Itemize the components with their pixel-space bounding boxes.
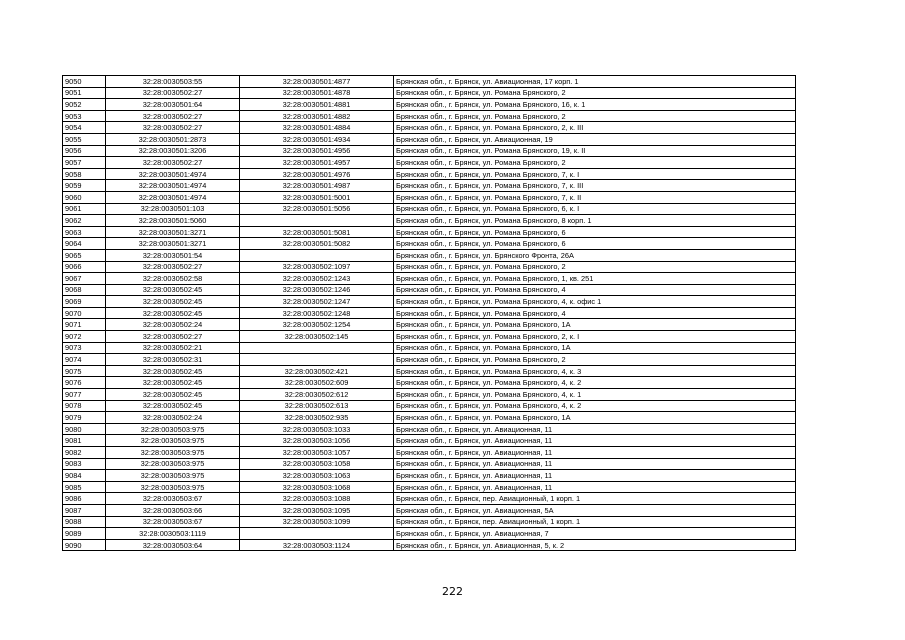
cell-parcel-number: 32:28:0030502:45	[106, 377, 240, 389]
cell-object-number: 32:28:0030503:1033	[240, 423, 394, 435]
cell-parcel-number: 32:28:0030503:67	[106, 516, 240, 528]
table-row	[63, 447, 796, 459]
cell-row-number: 9058	[63, 168, 106, 180]
cell-object-number: 32:28:0030503:1099	[240, 516, 394, 528]
table-row	[63, 400, 796, 412]
table-row	[63, 307, 796, 319]
cell-address: Брянская обл., г. Брянск, ул. Авиационная, 11	[394, 423, 796, 435]
table-row	[63, 99, 796, 111]
cell-row-number: 9072	[63, 331, 106, 343]
cell-address: Брянская обл., г. Брянск, ул. Романа Брянского, 4	[394, 284, 796, 296]
cell-object-number: 32:28:0030501:4934	[240, 133, 394, 145]
cell-parcel-number: 32:28:0030503:975	[106, 423, 240, 435]
cell-object-number: 32:28:0030502:1248	[240, 307, 394, 319]
cell-address: Брянская обл., г. Брянск, пер. Авиационный, 1 корп. 1	[394, 516, 796, 528]
table-row	[63, 87, 796, 99]
cell-address: Брянская обл., г. Брянск, ул. Авиационная, 11	[394, 481, 796, 493]
cell-address: Брянская обл., г. Брянск, ул. Романа Брянского, 1А	[394, 412, 796, 424]
cell-parcel-number: 32:28:0030501:3206	[106, 145, 240, 157]
cell-address: Брянская обл., г. Брянск, ул. Романа Брянского, 1А	[394, 342, 796, 354]
cell-object-number: 32:28:0030503:1063	[240, 470, 394, 482]
cell-address: Брянская обл., г. Брянск, ул. Романа Брянского, 2	[394, 87, 796, 99]
table-row	[63, 76, 796, 88]
cell-address: Брянская обл., г. Брянск, ул. Романа Брянского, 2	[394, 157, 796, 169]
table-row	[63, 284, 796, 296]
cell-object-number: 32:28:0030503:1057	[240, 447, 394, 459]
cell-object-number: 32:28:0030501:4956	[240, 145, 394, 157]
cell-parcel-number: 32:28:0030503:975	[106, 481, 240, 493]
cell-parcel-number: 32:28:0030502:45	[106, 307, 240, 319]
cell-row-number: 9075	[63, 365, 106, 377]
cell-object-number: 32:28:0030502:1097	[240, 261, 394, 273]
cell-object-number: 32:28:0030501:4987	[240, 180, 394, 192]
table-row	[63, 423, 796, 435]
table-row	[63, 458, 796, 470]
cell-address: Брянская обл., г. Брянск, ул. Авиационная, 5А	[394, 504, 796, 516]
cell-parcel-number: 32:28:0030502:31	[106, 354, 240, 366]
cell-parcel-number: 32:28:0030501:103	[106, 203, 240, 215]
cell-row-number: 9073	[63, 342, 106, 354]
cell-parcel-number: 32:28:0030503:55	[106, 76, 240, 88]
cell-address: Брянская обл., г. Брянск, ул. Авиационная, 5, к. 2	[394, 539, 796, 551]
cell-row-number: 9077	[63, 389, 106, 401]
cell-address: Брянская обл., г. Брянск, ул. Романа Брянского, 1, кв. 251	[394, 273, 796, 285]
table-row	[63, 215, 796, 227]
table-row	[63, 528, 796, 540]
table-row	[63, 261, 796, 273]
table-row	[63, 516, 796, 528]
cell-parcel-number: 32:28:0030502:58	[106, 273, 240, 285]
cell-object-number: 32:28:0030503:1058	[240, 458, 394, 470]
cell-row-number: 9067	[63, 273, 106, 285]
cell-row-number: 9050	[63, 76, 106, 88]
cell-address: Брянская обл., г. Брянск, ул. Авиационная, 7	[394, 528, 796, 540]
cell-object-number: 32:28:0030502:1247	[240, 296, 394, 308]
table-row	[63, 354, 796, 366]
cell-object-number	[240, 354, 394, 366]
table-row	[63, 249, 796, 261]
cadastral-table	[62, 75, 796, 551]
table-row	[63, 365, 796, 377]
cell-object-number: 32:28:0030502:1243	[240, 273, 394, 285]
cell-address: Брянская обл., г. Брянск, пер. Авиационный, 1 корп. 1	[394, 493, 796, 505]
cell-row-number: 9063	[63, 226, 106, 238]
cell-object-number: 32:28:0030503:1124	[240, 539, 394, 551]
cell-parcel-number: 32:28:0030501:64	[106, 99, 240, 111]
table-row	[63, 133, 796, 145]
cell-row-number: 9079	[63, 412, 106, 424]
cell-object-number: 32:28:0030503:1095	[240, 504, 394, 516]
table-row	[63, 493, 796, 505]
cell-address: Брянская обл., г. Брянск, ул. Романа Брянского, 6	[394, 238, 796, 250]
cell-object-number: 32:28:0030502:421	[240, 365, 394, 377]
cell-row-number: 9065	[63, 249, 106, 261]
cell-object-number	[240, 249, 394, 261]
cell-parcel-number: 32:28:0030503:1119	[106, 528, 240, 540]
table-row	[63, 203, 796, 215]
cell-address: Брянская обл., г. Брянск, ул. Романа Брянского, 7, к. II	[394, 191, 796, 203]
cell-address: Брянская обл., г. Брянск, ул. Романа Брянского, 8 корп. 1	[394, 215, 796, 227]
cell-object-number: 32:28:0030501:4957	[240, 157, 394, 169]
cell-address: Брянская обл., г. Брянск, ул. Романа Брянского, 4	[394, 307, 796, 319]
cell-address: Брянская обл., г. Брянск, ул. Авиационная, 11	[394, 435, 796, 447]
cell-address: Брянская обл., г. Брянск, ул. Романа Брянского, 4, к. 2	[394, 377, 796, 389]
table-row	[63, 273, 796, 285]
cell-parcel-number: 32:28:0030502:45	[106, 389, 240, 401]
cell-parcel-number: 32:28:0030502:27	[106, 122, 240, 134]
cell-object-number: 32:28:0030501:4881	[240, 99, 394, 111]
cell-row-number: 9069	[63, 296, 106, 308]
table-row	[63, 110, 796, 122]
cell-row-number: 9057	[63, 157, 106, 169]
table-row	[63, 319, 796, 331]
cell-object-number: 32:28:0030502:609	[240, 377, 394, 389]
cell-parcel-number: 32:28:0030502:45	[106, 365, 240, 377]
cell-object-number	[240, 215, 394, 227]
cell-object-number: 32:28:0030501:4976	[240, 168, 394, 180]
cell-row-number: 9066	[63, 261, 106, 273]
cell-parcel-number: 32:28:0030502:45	[106, 296, 240, 308]
cell-address: Брянская обл., г. Брянск, ул. Романа Брянского, 1А	[394, 319, 796, 331]
table-row	[63, 412, 796, 424]
cell-row-number: 9064	[63, 238, 106, 250]
table-row	[63, 296, 796, 308]
cell-row-number: 9070	[63, 307, 106, 319]
cell-object-number: 32:28:0030501:5001	[240, 191, 394, 203]
cell-object-number: 32:28:0030502:935	[240, 412, 394, 424]
cell-parcel-number: 32:28:0030502:27	[106, 87, 240, 99]
cell-object-number: 32:28:0030501:5082	[240, 238, 394, 250]
cell-parcel-number: 32:28:0030503:975	[106, 435, 240, 447]
table-row	[63, 539, 796, 551]
cell-address: Брянская обл., г. Брянск, ул. Авиационная, 11	[394, 470, 796, 482]
cell-row-number: 9055	[63, 133, 106, 145]
table-row	[63, 226, 796, 238]
table-row	[63, 342, 796, 354]
cell-parcel-number: 32:28:0030501:3271	[106, 226, 240, 238]
cell-object-number: 32:28:0030503:1088	[240, 493, 394, 505]
cell-row-number: 9059	[63, 180, 106, 192]
cell-row-number: 9083	[63, 458, 106, 470]
table-row	[63, 180, 796, 192]
cell-address: Брянская обл., г. Брянск, ул. Романа Брянского, 2, к. III	[394, 122, 796, 134]
cell-object-number: 32:28:0030501:4878	[240, 87, 394, 99]
cell-parcel-number: 32:28:0030502:24	[106, 412, 240, 424]
cell-row-number: 9085	[63, 481, 106, 493]
cell-parcel-number: 32:28:0030502:45	[106, 284, 240, 296]
cell-object-number: 32:28:0030502:613	[240, 400, 394, 412]
cell-row-number: 9081	[63, 435, 106, 447]
cell-row-number: 9074	[63, 354, 106, 366]
cell-row-number: 9053	[63, 110, 106, 122]
cell-row-number: 9082	[63, 447, 106, 459]
cell-address: Брянская обл., г. Брянск, ул. Романа Брянского, 7, к. III	[394, 180, 796, 192]
table-row	[63, 481, 796, 493]
cell-object-number: 32:28:0030502:145	[240, 331, 394, 343]
cell-row-number: 9086	[63, 493, 106, 505]
cell-address: Брянская обл., г. Брянск, ул. Романа Брянского, 4, к. 2	[394, 400, 796, 412]
cell-address: Брянская обл., г. Брянск, ул. Романа Брянского, 4, к. 1	[394, 389, 796, 401]
cell-parcel-number: 32:28:0030503:66	[106, 504, 240, 516]
cell-object-number	[240, 342, 394, 354]
cell-address: Брянская обл., г. Брянск, ул. Романа Брянского, 2	[394, 354, 796, 366]
cell-row-number: 9080	[63, 423, 106, 435]
cell-row-number: 9056	[63, 145, 106, 157]
table-row	[63, 470, 796, 482]
cell-parcel-number: 32:28:0030503:64	[106, 539, 240, 551]
table-row	[63, 191, 796, 203]
cell-parcel-number: 32:28:0030502:21	[106, 342, 240, 354]
table-row	[63, 157, 796, 169]
cell-parcel-number: 32:28:0030501:4974	[106, 180, 240, 192]
cell-object-number: 32:28:0030503:1068	[240, 481, 394, 493]
cell-row-number: 9051	[63, 87, 106, 99]
cell-parcel-number: 32:28:0030501:2873	[106, 133, 240, 145]
cell-parcel-number: 32:28:0030501:54	[106, 249, 240, 261]
cell-object-number: 32:28:0030501:5056	[240, 203, 394, 215]
cell-row-number: 9087	[63, 504, 106, 516]
cell-parcel-number: 32:28:0030502:27	[106, 261, 240, 273]
cell-address: Брянская обл., г. Брянск, ул. Брянского Фронта, 26А	[394, 249, 796, 261]
cell-parcel-number: 32:28:0030502:27	[106, 110, 240, 122]
cell-row-number: 9052	[63, 99, 106, 111]
cell-row-number: 9054	[63, 122, 106, 134]
cell-address: Брянская обл., г. Брянск, ул. Романа Брянского, 19, к. II	[394, 145, 796, 157]
cell-address: Брянская обл., г. Брянск, ул. Романа Брянского, 6, к. I	[394, 203, 796, 215]
table-row	[63, 331, 796, 343]
cell-address: Брянская обл., г. Брянск, ул. Авиационная, 19	[394, 133, 796, 145]
cell-address: Брянская обл., г. Брянск, ул. Авиационная, 11	[394, 447, 796, 459]
cell-address: Брянская обл., г. Брянск, ул. Романа Брянского, 7, к. I	[394, 168, 796, 180]
table-row	[63, 145, 796, 157]
page-number: 222	[442, 585, 463, 598]
table-row	[63, 122, 796, 134]
cell-parcel-number: 32:28:0030502:45	[106, 400, 240, 412]
cell-address: Брянская обл., г. Брянск, ул. Романа Брянского, 2	[394, 110, 796, 122]
cell-address: Брянская обл., г. Брянск, ул. Романа Брянского, 2	[394, 261, 796, 273]
cell-object-number: 32:28:0030503:1056	[240, 435, 394, 447]
cell-parcel-number: 32:28:0030501:3271	[106, 238, 240, 250]
table-row	[63, 238, 796, 250]
cell-object-number: 32:28:0030501:4882	[240, 110, 394, 122]
cell-row-number: 9090	[63, 539, 106, 551]
cell-address: Брянская обл., г. Брянск, ул. Авиационная, 11	[394, 458, 796, 470]
table-row	[63, 435, 796, 447]
cell-row-number: 9071	[63, 319, 106, 331]
cell-object-number: 32:28:0030502:612	[240, 389, 394, 401]
cell-address: Брянская обл., г. Брянск, ул. Авиационная, 17 корп. 1	[394, 76, 796, 88]
cell-address: Брянская обл., г. Брянск, ул. Романа Брянского, 2, к. I	[394, 331, 796, 343]
table-row	[63, 168, 796, 180]
cell-object-number: 32:28:0030501:4884	[240, 122, 394, 134]
cell-row-number: 9088	[63, 516, 106, 528]
cell-address: Брянская обл., г. Брянск, ул. Романа Брянского, 4, к. офис 1	[394, 296, 796, 308]
cell-object-number	[240, 528, 394, 540]
cell-row-number: 9078	[63, 400, 106, 412]
cell-parcel-number: 32:28:0030503:975	[106, 458, 240, 470]
table-row	[63, 389, 796, 401]
cell-parcel-number: 32:28:0030503:975	[106, 470, 240, 482]
cell-parcel-number: 32:28:0030502:24	[106, 319, 240, 331]
cell-address: Брянская обл., г. Брянск, ул. Романа Брянского, 6	[394, 226, 796, 238]
cell-parcel-number: 32:28:0030502:27	[106, 331, 240, 343]
cell-row-number: 9062	[63, 215, 106, 227]
cell-parcel-number: 32:28:0030503:975	[106, 447, 240, 459]
table-row	[63, 377, 796, 389]
table-body	[63, 76, 796, 551]
cell-row-number: 9076	[63, 377, 106, 389]
cell-row-number: 9060	[63, 191, 106, 203]
cell-row-number: 9061	[63, 203, 106, 215]
cell-address: Брянская обл., г. Брянск, ул. Романа Брянского, 16, к. 1	[394, 99, 796, 111]
cell-object-number: 32:28:0030501:5081	[240, 226, 394, 238]
table-row	[63, 504, 796, 516]
cell-object-number: 32:28:0030502:1254	[240, 319, 394, 331]
cell-row-number: 9089	[63, 528, 106, 540]
cell-parcel-number: 32:28:0030502:27	[106, 157, 240, 169]
cell-parcel-number: 32:28:0030501:4974	[106, 191, 240, 203]
cell-object-number: 32:28:0030502:1246	[240, 284, 394, 296]
cell-row-number: 9068	[63, 284, 106, 296]
cell-address: Брянская обл., г. Брянск, ул. Романа Брянского, 4, к. 3	[394, 365, 796, 377]
cell-parcel-number: 32:28:0030501:4974	[106, 168, 240, 180]
cell-row-number: 9084	[63, 470, 106, 482]
cell-parcel-number: 32:28:0030501:5060	[106, 215, 240, 227]
cell-object-number: 32:28:0030501:4877	[240, 76, 394, 88]
cell-parcel-number: 32:28:0030503:67	[106, 493, 240, 505]
